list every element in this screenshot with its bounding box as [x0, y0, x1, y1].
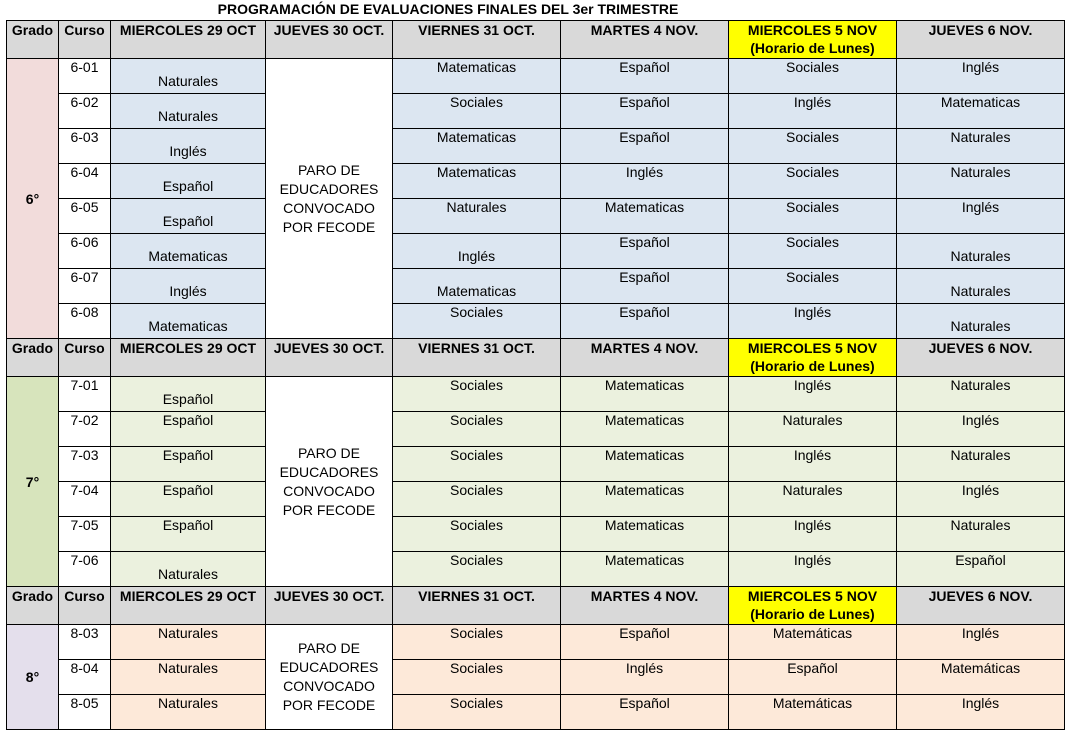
header-grado: Grado	[7, 587, 59, 625]
subject-cell-day-4: Inglés	[561, 660, 729, 695]
table-row	[7, 482, 1065, 517]
subject-cell-day-6: Naturales	[897, 517, 1065, 552]
table-row	[7, 304, 1065, 339]
table-row	[7, 625, 1065, 660]
paro-notice	[266, 625, 393, 730]
page-title: PROGRAMACIÓN DE EVALUACIONES FINALES DEL 3er TRIMESTRE	[217, 1, 679, 17]
subject-cell-day-4: Español	[561, 129, 729, 164]
subject-cell-day-1: Inglés	[111, 269, 266, 304]
subject-cell-day-6: Naturales	[897, 164, 1065, 199]
subject-cell-day-3: Sociales	[393, 412, 561, 447]
curso-cell: 7-01	[59, 377, 111, 412]
curso-cell: 6-08	[59, 304, 111, 339]
subject-cell-day-1: Naturales	[111, 94, 266, 129]
subject-cell-day-3: Matematicas	[393, 59, 561, 94]
header-day-3: VIERNES 31 OCT.	[393, 339, 561, 377]
paro-line-2: EDUCADORES	[279, 659, 379, 675]
subject-cell-day-6: Inglés	[897, 482, 1065, 517]
subject-cell-day-1: Naturales	[111, 552, 266, 587]
subject-cell-day-3: Sociales	[393, 625, 561, 660]
header-day-2: JUEVES 30 OCT.	[266, 339, 393, 377]
subject-cell-day-6: Inglés	[897, 199, 1065, 234]
subject-cell-day-3: Sociales	[393, 377, 561, 412]
subject-cell-day-6: Inglés	[897, 412, 1065, 447]
header-row	[7, 587, 1065, 625]
subject-cell-day-4: Matematicas	[561, 199, 729, 234]
subject-cell-day-1: Español	[111, 447, 266, 482]
curso-cell: 6-03	[59, 129, 111, 164]
header-day-5	[729, 339, 897, 377]
subject-cell-day-6: Inglés	[897, 695, 1065, 730]
subject-cell-day-5: Matemáticas	[729, 695, 897, 730]
subject-cell-day-4: Español	[561, 695, 729, 730]
subject-cell-day-5: Inglés	[729, 552, 897, 587]
subject-cell-day-1: Inglés	[111, 129, 266, 164]
header-day-6: JUEVES 6 NOV.	[897, 21, 1065, 59]
subject-cell-day-1: Español	[111, 517, 266, 552]
subject-cell-day-5: Matemáticas	[729, 625, 897, 660]
subject-cell-day-5: Naturales	[729, 482, 897, 517]
header-grado: Grado	[7, 339, 59, 377]
curso-cell: 6-01	[59, 59, 111, 94]
header-day-5-date: MIERCOLES 5 NOV	[747, 588, 878, 604]
subject-cell-day-5: Inglés	[729, 304, 897, 339]
subject-cell-day-1: Naturales	[111, 59, 266, 94]
table-row	[7, 377, 1065, 412]
subject-cell-day-1: Matematicas	[111, 234, 266, 269]
table-row	[7, 552, 1065, 587]
header-day-5-date: MIERCOLES 5 NOV	[747, 340, 878, 356]
grado-label: 6°	[7, 59, 59, 339]
subject-cell-day-4: Matematicas	[561, 447, 729, 482]
paro-line-1: PARO DE	[298, 161, 360, 178]
subject-cell-day-4: Español	[561, 304, 729, 339]
subject-cell-day-5: Sociales	[729, 59, 897, 94]
subject-cell-day-3: Sociales	[393, 94, 561, 129]
header-day-1: MIERCOLES 29 OCT	[111, 587, 266, 625]
subject-cell-day-4: Matematicas	[561, 377, 729, 412]
paro-notice	[266, 377, 393, 587]
header-curso: Curso	[59, 587, 111, 625]
subject-cell-day-3: Sociales	[393, 517, 561, 552]
table-row	[7, 412, 1065, 447]
subject-cell-day-6: Inglés	[897, 625, 1065, 660]
table-row	[7, 164, 1065, 199]
subject-cell-day-5: Inglés	[729, 517, 897, 552]
subject-cell-day-3: Matematicas	[393, 269, 561, 304]
header-day-2: JUEVES 30 OCT.	[266, 21, 393, 59]
subject-cell-day-3: Matematicas	[393, 164, 561, 199]
header-row	[7, 21, 1065, 59]
curso-cell: 7-02	[59, 412, 111, 447]
table-row	[7, 94, 1065, 129]
header-day-1: MIERCOLES 29 OCT	[111, 21, 266, 59]
paro-line-2: EDUCADORES	[279, 463, 379, 480]
table-row	[7, 199, 1065, 234]
subject-cell-day-5: Inglés	[729, 447, 897, 482]
header-day-4: MARTES 4 NOV.	[561, 21, 729, 59]
header-row	[7, 339, 1065, 377]
subject-cell-day-6: Naturales	[897, 377, 1065, 412]
curso-cell: 8-05	[59, 695, 111, 730]
subject-cell-day-5: Sociales	[729, 129, 897, 164]
subject-cell-day-4: Español	[561, 625, 729, 660]
table-row	[7, 234, 1065, 269]
header-day-4: MARTES 4 NOV.	[561, 339, 729, 377]
curso-cell: 7-06	[59, 552, 111, 587]
subject-cell-day-4: Español	[561, 234, 729, 269]
subject-cell-day-6: Naturales	[897, 129, 1065, 164]
subject-cell-day-6: Matemáticas	[897, 660, 1065, 695]
header-day-5	[729, 21, 897, 59]
curso-cell: 7-04	[59, 482, 111, 517]
subject-cell-day-5: Inglés	[729, 377, 897, 412]
subject-cell-day-5: Sociales	[729, 164, 897, 199]
header-curso: Curso	[59, 21, 111, 59]
header-day-6: JUEVES 6 NOV.	[897, 587, 1065, 625]
subject-cell-day-6: Naturales	[897, 304, 1065, 339]
header-day-2: JUEVES 30 OCT.	[266, 587, 393, 625]
header-day-5-note: (Horario de Lunes)	[750, 606, 875, 622]
subject-cell-day-6: Español	[897, 552, 1065, 587]
subject-cell-day-6: Matematicas	[897, 94, 1065, 129]
table-row	[7, 517, 1065, 552]
curso-cell: 6-02	[59, 94, 111, 129]
paro-line-4: POR FECODE	[282, 501, 376, 518]
subject-cell-day-4: Matematicas	[561, 482, 729, 517]
grado-label: 8°	[7, 625, 59, 730]
subject-cell-day-1: Español	[111, 412, 266, 447]
subject-cell-day-1: Español	[111, 164, 266, 199]
header-day-3: VIERNES 31 OCT.	[393, 21, 561, 59]
subject-cell-day-3: Inglés	[393, 234, 561, 269]
subject-cell-day-4: Español	[561, 269, 729, 304]
subject-cell-day-4: Matematicas	[561, 412, 729, 447]
subject-cell-day-1: Matematicas	[111, 304, 266, 339]
curso-cell: 7-05	[59, 517, 111, 552]
curso-cell: 6-06	[59, 234, 111, 269]
header-day-3: VIERNES 31 OCT.	[393, 587, 561, 625]
subject-cell-day-4: Matematicas	[561, 552, 729, 587]
curso-cell: 8-03	[59, 625, 111, 660]
subject-cell-day-4: Español	[561, 59, 729, 94]
grado-label: 7°	[7, 377, 59, 587]
subject-cell-day-6: Naturales	[897, 234, 1065, 269]
subject-cell-day-4: Inglés	[561, 164, 729, 199]
header-day-4: MARTES 4 NOV.	[561, 587, 729, 625]
subject-cell-day-6: Naturales	[897, 269, 1065, 304]
subject-cell-day-5: Inglés	[729, 94, 897, 129]
subject-cell-day-5: Sociales	[729, 199, 897, 234]
subject-cell-day-4: Español	[561, 94, 729, 129]
paro-line-3: CONVOCADO	[283, 678, 375, 694]
header-day-5-date: MIERCOLES 5 NOV	[747, 22, 878, 38]
subject-cell-day-1: Naturales	[111, 660, 266, 695]
subject-cell-day-1: Español	[111, 199, 266, 234]
subject-cell-day-5: Sociales	[729, 269, 897, 304]
subject-cell-day-3: Sociales	[393, 660, 561, 695]
header-day-5-note: (Horario de Lunes)	[750, 40, 875, 56]
header-grado: Grado	[7, 21, 59, 59]
subject-cell-day-1: Español	[111, 482, 266, 517]
table-row	[7, 59, 1065, 94]
subject-cell-day-3: Sociales	[393, 552, 561, 587]
subject-cell-day-5: Español	[729, 660, 897, 695]
subject-cell-day-3: Matematicas	[393, 129, 561, 164]
header-day-5-note: (Horario de Lunes)	[750, 358, 875, 374]
paro-line-3: CONVOCADO	[283, 482, 375, 499]
table-row	[7, 269, 1065, 304]
table-row	[7, 660, 1065, 695]
header-day-1: MIERCOLES 29 OCT	[111, 339, 266, 377]
header-day-6: JUEVES 6 NOV.	[897, 339, 1065, 377]
subject-cell-day-1: Español	[111, 377, 266, 412]
paro-line-1: PARO DE	[298, 640, 360, 656]
subject-cell-day-3: Sociales	[393, 304, 561, 339]
subject-cell-day-3: Sociales	[393, 482, 561, 517]
paro-line-4: POR FECODE	[282, 218, 376, 235]
curso-cell: 6-05	[59, 199, 111, 234]
paro-line-3: CONVOCADO	[283, 199, 375, 216]
table-row	[7, 447, 1065, 482]
paro-notice	[266, 59, 393, 339]
table-row	[7, 695, 1065, 730]
header-curso: Curso	[59, 339, 111, 377]
subject-cell-day-5: Naturales	[729, 412, 897, 447]
paro-line-4: POR FECODE	[282, 697, 376, 713]
schedule-table	[6, 20, 1065, 730]
subject-cell-day-6: Inglés	[897, 59, 1065, 94]
subject-cell-day-6: Naturales	[897, 447, 1065, 482]
curso-cell: 6-04	[59, 164, 111, 199]
subject-cell-day-1: Naturales	[111, 625, 266, 660]
subject-cell-day-4: Matematicas	[561, 517, 729, 552]
curso-cell: 6-07	[59, 269, 111, 304]
paro-line-1: PARO DE	[298, 444, 360, 461]
subject-cell-day-1: Naturales	[111, 695, 266, 730]
subject-cell-day-3: Naturales	[393, 199, 561, 234]
curso-cell: 7-03	[59, 447, 111, 482]
table-row	[7, 129, 1065, 164]
paro-line-2: EDUCADORES	[279, 180, 379, 197]
subject-cell-day-3: Sociales	[393, 447, 561, 482]
subject-cell-day-5: Sociales	[729, 234, 897, 269]
header-day-5	[729, 587, 897, 625]
subject-cell-day-3: Sociales	[393, 695, 561, 730]
curso-cell: 8-04	[59, 660, 111, 695]
